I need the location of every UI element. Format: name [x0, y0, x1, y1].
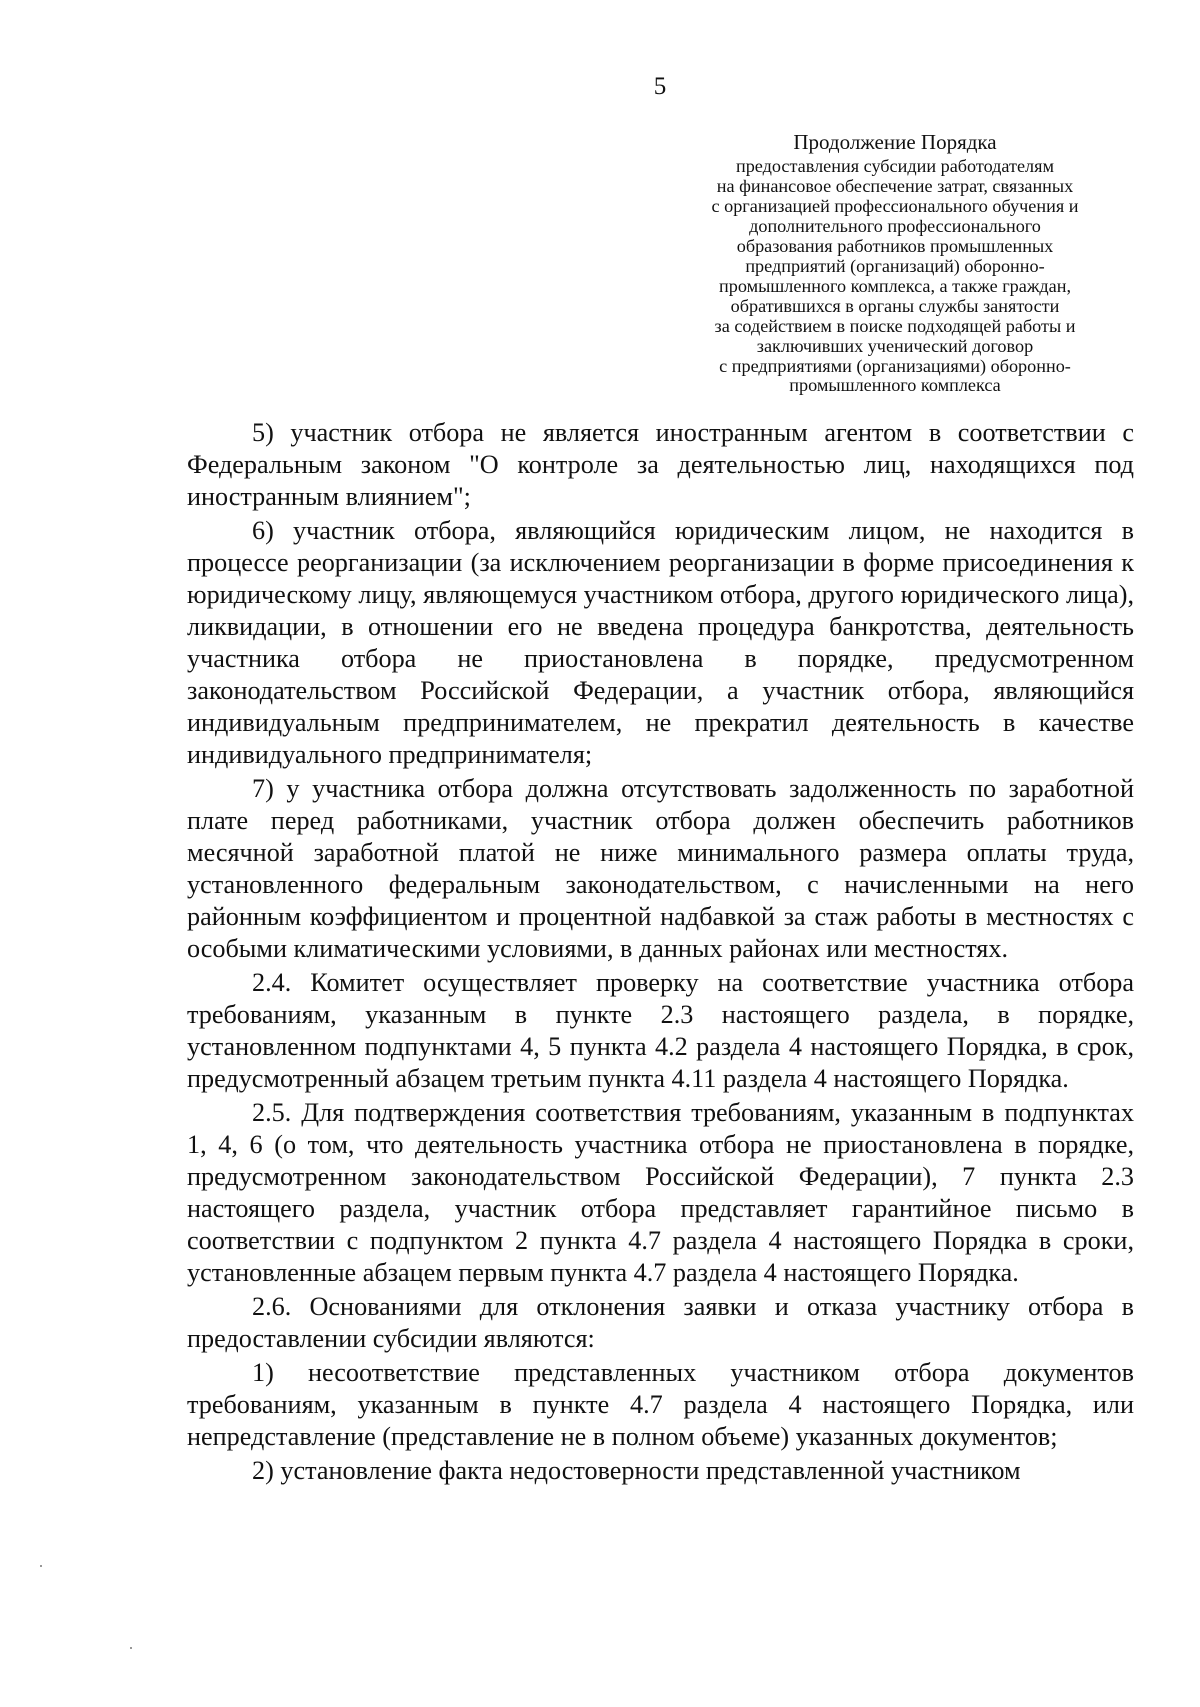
document-body [187, 417, 1134, 1487]
paragraph-subitem-1: 1) несоответствие представленных участником отбора документов требованиям, указанным в пункте 4.7 раздела 4 настоящего Порядка, или непредставление (представление не в полном объеме) указанных документов; [187, 1358, 1134, 1451]
header-line: промышленного комплекса [789, 375, 1001, 396]
header-line: образования работников промышленных [736, 235, 1054, 256]
header-line: промышленного комплекса, а также граждан, [719, 275, 1071, 296]
document-header [662, 129, 1128, 396]
paragraph-item-7: 7) у участника отбора должна отсутствовать задолженность по заработной плате перед работниками, участник отбора должен обеспечить работников месячной заработной платой не ниже минимального размера оплаты труда, установленного федеральным законодательством, с начисленными на него районным коэффициентом и процентной надбавкой за стаж работы в местностях с особыми климатическими условиями, в данных районах или местностях. [187, 774, 1134, 963]
paragraph-item-6: 6) участник отбора, являющийся юридическим лицом, не находится в процессе реорганизации (за исключением реорганизации в форме присоединения к юридическому лицу, являющемуся участником отбора, другого юридического лица), ликвидации, в отношении его не введена процедура банкротства, деятельность участника отбора не приостановлена в порядке, предусмотренном законодательством Российской Федерации, а участник отбора, являющийся индивидуальным предпринимателем, не прекратил деятельность в качестве индивидуального предпринимателя; [187, 516, 1134, 769]
scan-speck [40, 1565, 42, 1567]
header-line: обратившихся в органы службы занятости [730, 295, 1060, 316]
paragraph-item-5: 5) участник отбора не является иностранным агентом в соответствии с Федеральным законом "О контроле за деятельностью лиц, находящихся под иностранным влиянием"; [187, 418, 1134, 511]
header-line: дополнительного профессионального [749, 215, 1041, 236]
paragraph-clause-2-4: 2.4. Комитет осуществляет проверку на соответствие участника отбора требованиям, указанным в пункте 2.3 настоящего раздела, в порядке, установленном подпунктами 4, 5 пункта 4.2 раздела 4 настоящего Порядка, в срок, предусмотренный абзацем третьим пункта 4.11 раздела 4 настоящего Порядка. [187, 968, 1134, 1093]
header-line: с предприятиями (организациями) оборонно- [719, 355, 1071, 376]
page-number: 5 [653, 73, 667, 100]
paragraph-clause-2-5: 2.5. Для подтверждения соответствия требованиям, указанным в подпунктах 1, 4, 6 (о том, что деятельность участника отбора не приостановлена в порядке, предусмотренном законодательством Российской Федерации), 7 пункта 2.3 настоящего раздела, участник отбора представляет гарантийное письмо в соответствии с подпунктом 2 пункта 4.7 раздела 4 настоящего Порядка в сроки, установленные абзацем первым пункта 4.7 раздела 4 настоящего Порядка. [187, 1098, 1134, 1287]
paragraph-subitem-2: 2) установление факта недостоверности представленной участником [252, 1456, 1021, 1485]
header-line: на финансовое обеспечение затрат, связанных [716, 175, 1074, 196]
header-line: с организацией профессионального обучения и [711, 195, 1079, 216]
header-line: заключивших ученический договор [756, 335, 1034, 356]
paragraph-clause-2-6: 2.6. Основаниями для отклонения заявки и отказа участнику отбора в предоставлении субсидии являются: [187, 1292, 1134, 1353]
scan-speck [130, 1647, 132, 1649]
header-title: Продолжение Порядка [793, 130, 997, 154]
header-line: предприятий (организаций) оборонно- [745, 255, 1045, 276]
header-line: за содействием в поиске подходящей работы и [714, 315, 1076, 336]
header-line: предоставления субсидии работодателям [735, 156, 1055, 176]
